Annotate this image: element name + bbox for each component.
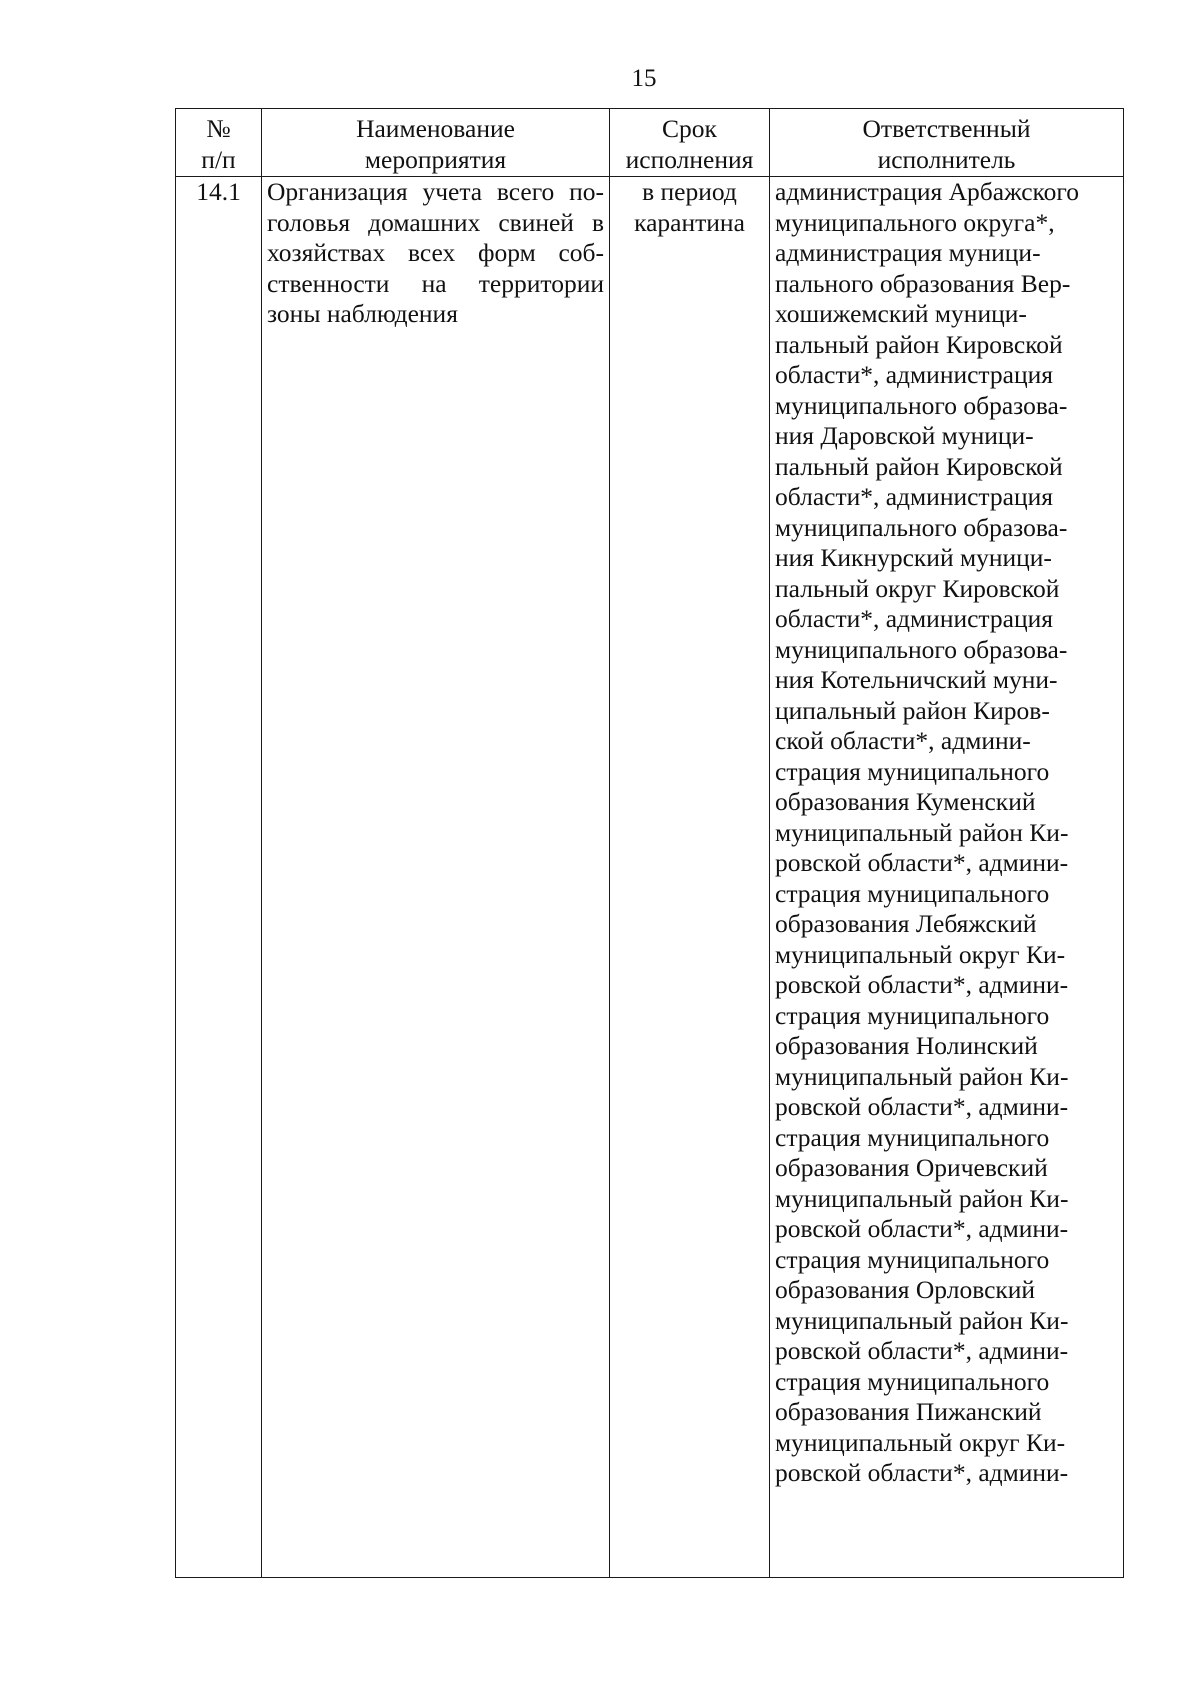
responsible_lines-line: ровской области*, админи-: [775, 1092, 1069, 1121]
header-term-line-2: исполнения: [625, 144, 754, 174]
name_lines-line: ственности на территории: [267, 268, 604, 298]
header-responsible-line-2: исполнитель: [877, 144, 1016, 174]
responsible_lines-line: муниципальный район Ки-: [775, 817, 1069, 847]
responsible_lines-line: ровской области*, админи-: [775, 1458, 1069, 1487]
responsible_lines-line: муниципальный округ Ки-: [775, 1427, 1066, 1457]
responsible_lines-line: образования Оричевский: [775, 1153, 1048, 1182]
responsible_lines-line: ровской области*, админи-: [775, 970, 1069, 999]
responsible_lines-line: ровской области*, админи-: [775, 848, 1069, 877]
name_lines-line: Организация учета всего по-: [267, 177, 604, 206]
header-number-line-2: п/п: [201, 144, 236, 174]
responsible_lines-line: муниципального образова-: [775, 512, 1068, 542]
responsible_lines-line: муниципального образова-: [775, 390, 1068, 420]
header-term: [610, 109, 770, 177]
responsible_lines-line: муниципальный округ Ки-: [775, 939, 1066, 969]
responsible_lines-line: ципальный район Киров-: [775, 695, 1050, 725]
table-row: [176, 177, 1124, 1578]
responsible_lines-line: страция муниципального: [775, 756, 1050, 786]
responsible_lines-line: муниципальный район Ки-: [775, 1061, 1069, 1091]
responsible_lines-line: страция муниципального: [775, 1366, 1050, 1396]
header-number-line-1: №: [206, 114, 231, 143]
header-name-line-2: мероприятия: [364, 144, 507, 174]
responsible_lines-line: образования Пижанский: [775, 1397, 1042, 1426]
page-number: 15: [631, 65, 657, 92]
responsible_lines-line: страция муниципального: [775, 1244, 1050, 1274]
responsible_lines-line: пальный район Кировской: [775, 451, 1063, 481]
name_lines-line: зоны наблюдения: [267, 299, 458, 328]
name_lines-line: головья домашних свиней в: [267, 207, 604, 237]
responsible_lines-line: муниципальный район Ки-: [775, 1305, 1069, 1335]
row-responsible: [770, 177, 1124, 1578]
responsible_lines-line: пальный округ Кировской: [775, 573, 1060, 603]
header-responsible: [770, 109, 1124, 177]
responsible_lines-line: муниципальный район Ки-: [775, 1183, 1069, 1213]
responsible_lines-line: администрация муници-: [775, 238, 1041, 267]
responsible_lines-line: образования Лебяжский: [775, 909, 1037, 938]
header-responsible-line-1: Ответственный: [862, 114, 1031, 143]
responsible_lines-line: ния Кикнурский муници-: [775, 543, 1052, 572]
responsible_lines-line: ровской области*, админи-: [775, 1214, 1069, 1243]
term_lines-line: карантина: [634, 207, 745, 237]
responsible_lines-line: пального образования Вер-: [775, 268, 1071, 298]
header-name-line-1: Наименование: [356, 114, 515, 143]
header-number: [176, 109, 262, 177]
term_lines-line: в период: [642, 177, 737, 206]
responsible_lines-line: страция муниципального: [775, 1122, 1050, 1152]
row-name: [262, 177, 610, 1578]
responsible_lines-line: ской области*, админи-: [775, 726, 1031, 755]
responsible_lines-line: страция муниципального: [775, 1000, 1050, 1030]
responsible_lines-line: области*, администрация: [775, 604, 1053, 633]
responsible_lines-line: образования Куменский: [775, 787, 1036, 816]
responsible_lines-line: образования Орловский: [775, 1275, 1036, 1304]
row-term: [610, 177, 770, 1578]
responsible_lines-line: области*, администрация: [775, 360, 1053, 389]
responsible_lines-line: ровской области*, админи-: [775, 1336, 1069, 1365]
header-term-line-1: Срок: [662, 114, 717, 143]
responsible_lines-line: администрация Арбажского: [775, 177, 1079, 206]
responsible_lines-line: муниципального округа*,: [775, 207, 1055, 237]
responsible_lines-line: страция муниципального: [775, 878, 1050, 908]
table-header-row: [176, 109, 1124, 177]
responsible_lines-line: ния Даровской муници-: [775, 421, 1034, 450]
responsible_lines-line: области*, администрация: [775, 482, 1053, 511]
measures-table: [175, 108, 1124, 1578]
responsible_lines-line: образования Нолинский: [775, 1031, 1038, 1060]
row-number: 14.1: [176, 177, 262, 1578]
responsible_lines-line: ния Котельничский муни-: [775, 665, 1058, 694]
responsible_lines-line: пальный район Кировской: [775, 329, 1063, 359]
name_lines-line: хозяйствах всех форм соб-: [267, 238, 604, 267]
header-name: [262, 109, 610, 177]
responsible_lines-line: хошижемский муници-: [775, 299, 1027, 328]
responsible_lines-line: муниципального образова-: [775, 634, 1068, 664]
